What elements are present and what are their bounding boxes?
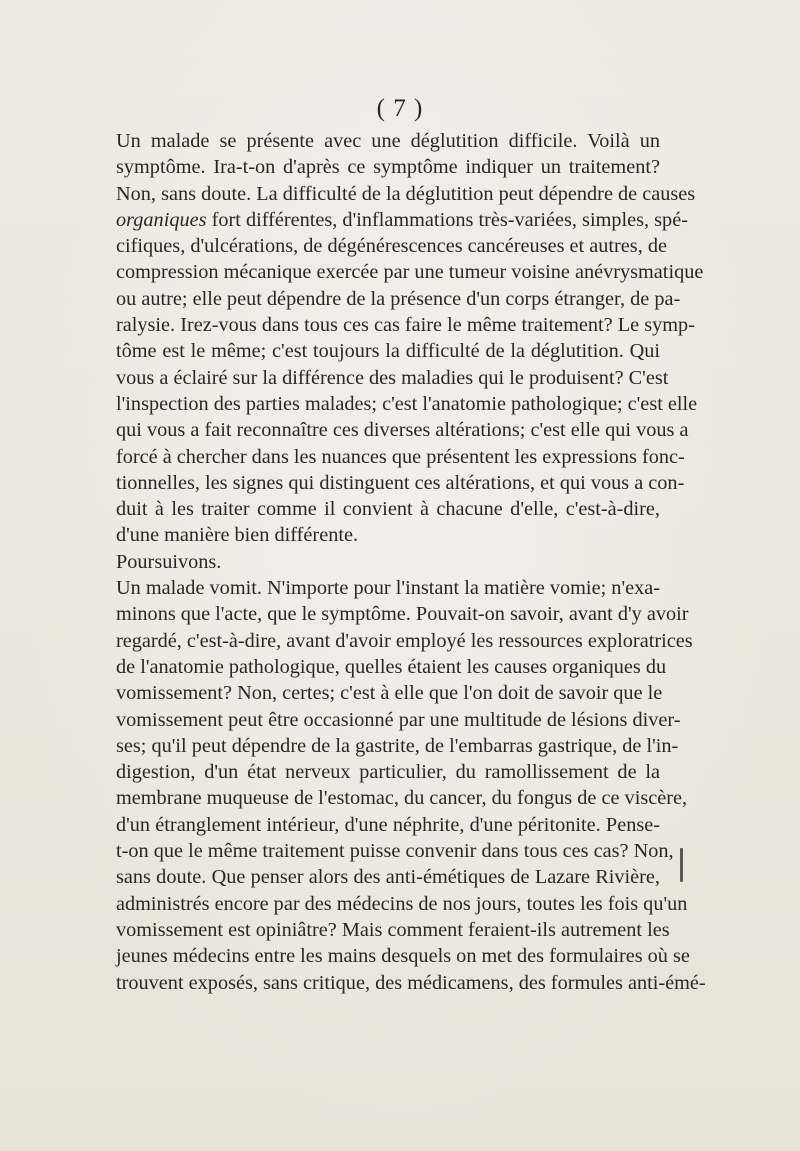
text-line: tionnelles, les signes qui distinguent ces altérations, et qui vous a con- [116, 471, 685, 494]
text-line: sans doute. Que penser alors des anti-émétiques de Lazare Rivière, [116, 866, 660, 889]
text-line: trouvent exposés, sans critique, des médicamens, des formules anti-émé- [116, 971, 706, 994]
text-line: Un malade se présente avec une déglutition difficile. Voilà un [116, 130, 660, 152]
text-line-rest: fort différentes, d'inflammations très-variées, simples, spé- [206, 208, 688, 231]
text-line: vomissement peut être occasionné par une multitude de lésions diver- [116, 708, 681, 731]
italic-word: organiques [116, 208, 207, 231]
text-line: administrés encore par des médecins de nos jours, toutes les fois qu'un [116, 892, 688, 915]
margin-mark [680, 848, 683, 882]
text-line: ou autre; elle peut dépendre de la présence d'un corps étranger, de pa- [116, 287, 681, 310]
text-line: t-on que le même traitement puisse convenir dans tous ces cas? Non, [116, 840, 674, 863]
page-number: ( 7 ) [376, 95, 424, 122]
text-line [116, 207, 688, 233]
text-line: duit à les traiter comme il convient à chacune d'elle, c'est-à-dire, [116, 498, 660, 521]
text-line: jeunes médecins entre les mains desquels on met des formulaires où se [116, 945, 690, 968]
text-line: Non, sans doute. La difficulté de la déglutition peut dépendre de causes [116, 182, 696, 205]
text-line: de l'anatomie pathologique, quelles étaient les causes organiques du [116, 655, 667, 678]
text-line: cifiques, d'ulcérations, de dégénérescences cancéreuses et autres, de [116, 235, 667, 258]
text-line: ralysie. Irez-vous dans tous ces cas faire le même traitement? Le symp- [116, 314, 695, 337]
text-line: Un malade vomit. N'importe pour l'instant la matière vomie; n'exa- [116, 577, 660, 600]
text-line: minons que l'acte, que le symptôme. Pouvait-on savoir, avant d'y avoir [116, 603, 689, 626]
text-line: vomissement? Non, certes; c'est à elle que l'on doit de savoir que le [116, 682, 663, 705]
text-line: vomissement est opiniâtre? Mais comment feraient-ils autrement les [116, 918, 670, 941]
text-line: tôme est le même; c'est toujours la difficulté de la déglutition. Qui [116, 340, 660, 363]
text-line: qui vous a fait reconnaître ces diverses altérations; c'est elle qui vous a [116, 419, 689, 442]
text-line: compression mécanique exercée par une tumeur voisine anévrysmatique [116, 261, 704, 284]
text-line: symptôme. Ira-t-on d'après ce symptôme indiquer un traitement? [116, 156, 660, 179]
text-line: membrane muqueuse de l'estomac, du cancer, du fongus de ce viscère, [116, 787, 688, 810]
body-text [116, 128, 706, 996]
text-line: vous a éclairé sur la différence des maladies qui le produisent? C'est [116, 366, 669, 389]
paragraph-heading: Poursuivons. [116, 550, 222, 573]
text-line: d'une manière bien différente. [116, 524, 359, 547]
text-line: regardé, c'est-à-dire, avant d'avoir employé les ressources exploratrices [116, 629, 693, 652]
text-line: forcé à chercher dans les nuances que présentent les expressions fonc- [116, 445, 685, 468]
text-line: digestion, d'un état nerveux particulier, du ramollissement de la [116, 761, 660, 784]
text-line: d'un étranglement intérieur, d'une néphrite, d'une péritonite. Pense- [116, 813, 660, 836]
text-line: l'inspection des parties malades; c'est l'anatomie pathologique; c'est elle [116, 392, 698, 415]
text-line: ses; qu'il peut dépendre de la gastrite, de l'embarras gastrique, de l'in- [116, 734, 679, 757]
